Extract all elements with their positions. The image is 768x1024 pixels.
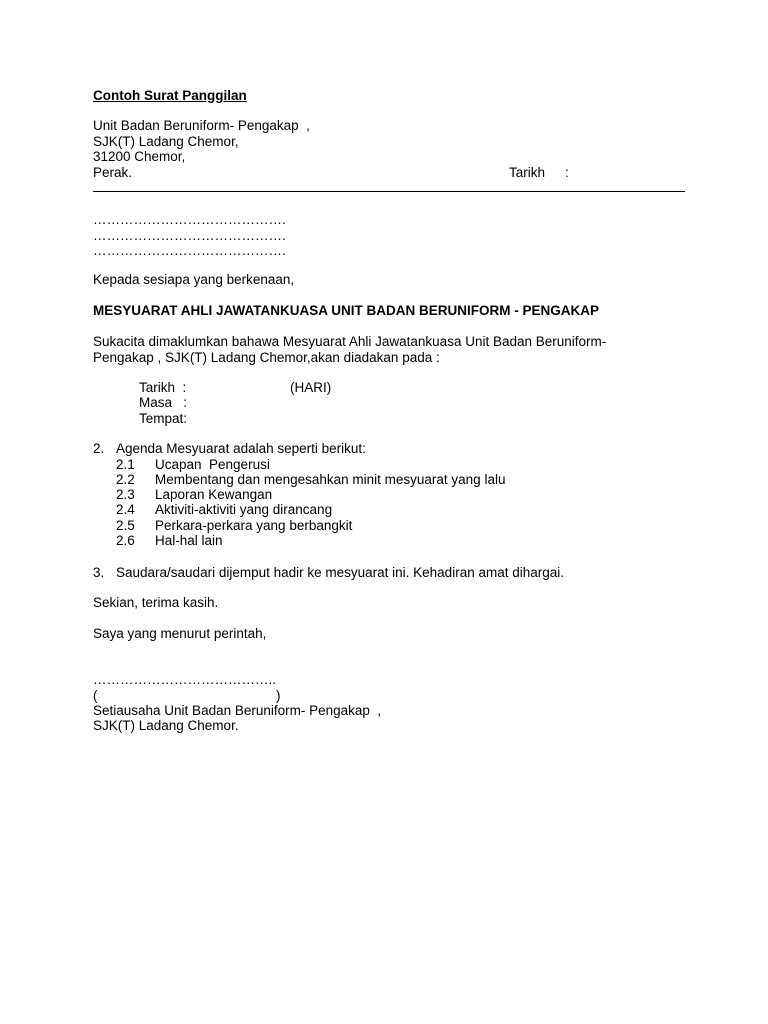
sender-line-2: SJK(T) Ladang Chemor,: [93, 134, 239, 149]
agenda-item-num: 2.4: [116, 502, 135, 517]
sender-line-3: 31200 Chemor,: [93, 149, 186, 164]
agenda-item-text: Aktiviti-aktiviti yang dirancang: [155, 502, 333, 517]
agenda-item-num: 2.2: [116, 472, 135, 487]
recipient-line-2: …………………………………….: [93, 228, 286, 243]
agenda-item-num: 2.3: [116, 487, 135, 502]
agenda-item-num: 2.1: [116, 457, 135, 472]
letter-heading: Contoh Surat Panggilan: [93, 88, 247, 103]
intro-line-2: Pengakap , SJK(T) Ladang Chemor,akan diadakan pada :: [93, 350, 440, 365]
salutation: Kepada sesiapa yang berkenaan,: [93, 272, 295, 287]
signatory-title: Setiausaha Unit Badan Beruniform- Pengakap ,: [93, 703, 382, 718]
recipient-line-3: …………………………………….: [93, 243, 286, 258]
agenda-item-text: Laporan Kewangan: [155, 487, 273, 502]
agenda-number: 2.: [93, 441, 105, 456]
date-label: Tarikh: [509, 165, 546, 180]
hari-placeholder: (HARI): [290, 380, 332, 395]
signature-line: …………………………………..: [93, 672, 277, 687]
agenda-item-text: Perkara-perkara yang berbangkit: [155, 518, 353, 533]
agenda-item-text: Hal-hal lain: [155, 533, 223, 548]
date-colon: :: [565, 165, 569, 180]
tarikh-label: Tarikh :: [139, 380, 187, 395]
agenda-item-text: Membentang dan mengesahkan minit mesyuarat yang lalu: [155, 472, 506, 487]
agenda-item-text: Ucapan Pengerusi: [155, 457, 270, 472]
name-open-paren: (: [93, 688, 98, 703]
agenda-item-num: 2.5: [116, 518, 135, 533]
sign-off: Saya yang menurut perintah,: [93, 626, 267, 641]
tempat-label: Tempat:: [139, 411, 188, 426]
name-close-paren: ): [276, 688, 281, 703]
meeting-title: MESYUARAT AHLI JAWATANKUASA UNIT BADAN BERUNIFORM - PENGAKAP: [93, 303, 599, 318]
signatory-org: SJK(T) Ladang Chemor.: [93, 718, 239, 733]
agenda-item-num: 2.6: [116, 533, 135, 548]
sender-line-4: Perak.: [93, 165, 133, 180]
closing: Sekian, terima kasih.: [93, 595, 219, 610]
item3-number: 3.: [93, 565, 105, 580]
intro-line-1: Sukacita dimaklumkan bahawa Mesyuarat Ahli Jawatankuasa Unit Badan Beruniform-: [93, 334, 607, 349]
masa-label: Masa :: [139, 395, 188, 410]
agenda-intro: Agenda Mesyuarat adalah seperti berikut:: [116, 441, 366, 456]
recipient-line-1: …………………………………….: [93, 212, 286, 227]
sender-line-1: Unit Badan Beruniform- Pengakap ,: [93, 118, 310, 133]
header-divider: [93, 191, 685, 192]
item3-text: Saudara/saudari dijemput hadir ke mesyuarat ini. Kehadiran amat dihargai.: [116, 565, 565, 580]
